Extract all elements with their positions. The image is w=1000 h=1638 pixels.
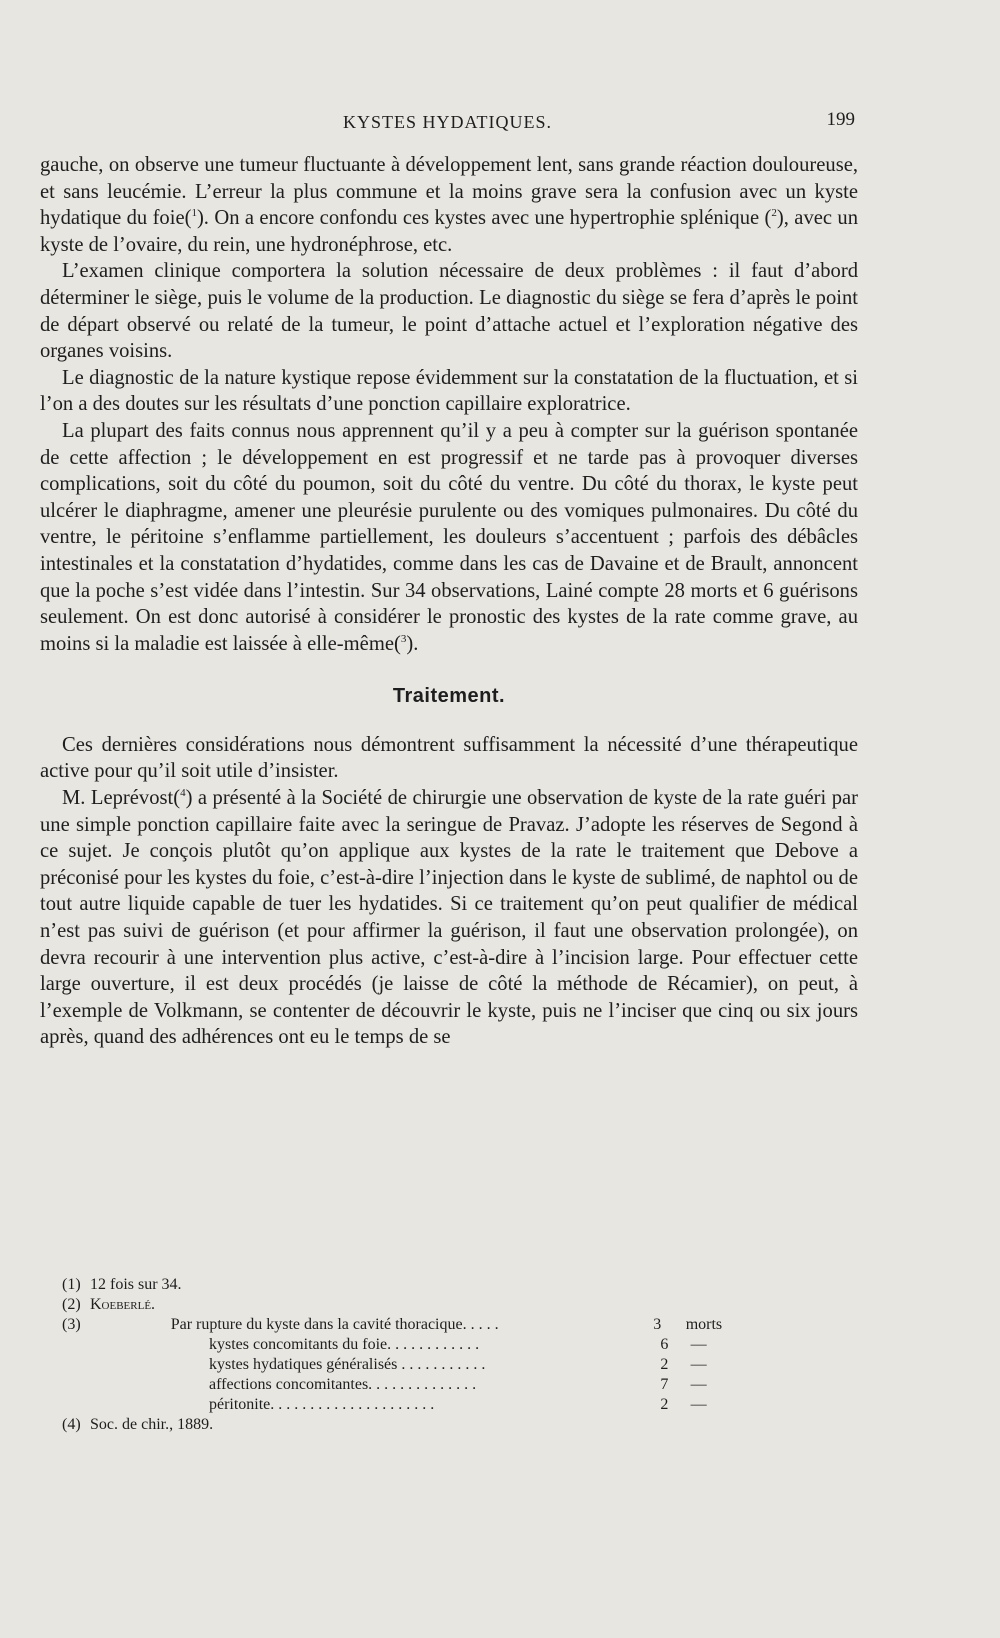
text-run: ) a présenté à la Société de chirurgie une observation de kyste de la rate guéri par une simple ponction capillaire faite avec la seringue de Pravaz. J’adopte les réserves de Segond à ce sujet. Je conçois plutôt qu’on applique aux kystes de la rate le traitement que Debove a préconisé pour les kystes du foie, c’est-à-dire l’injection dans le kyste de sublimé, de naphtol ou de tout autre liquide capable de tuer les hydatides. Si ce traitement qu’on peut qualifier de médical n’est pas suivi de guérison (et pour affirmer la guérison, il faut une observation prolongée), on devra recourir à une intervention plus active, c’est-à-dire à l’incision large. Pour effectuer cette large ouverture, il est deux procédés (je laisse de côté la méthode de Récamier), on peut, à l’exemple de Volkmann, se contenter de découvrir le kyste, puis ne l’inciser que cinq ou six jours après, quand des adhérences ont eu le temps de se xyxy=(40,787,858,1049)
row-unit: — xyxy=(690,1356,707,1373)
row-unit: morts xyxy=(685,1316,723,1333)
footnote-4 xyxy=(62,1415,762,1435)
footnote-mark: (4) xyxy=(62,1416,81,1433)
row-count: 2 xyxy=(660,1356,669,1373)
footnote-mark: (1) xyxy=(62,1276,81,1293)
paragraph xyxy=(40,152,858,258)
row-label: affections concomitantes. . . . . . . . . . . . . . xyxy=(208,1376,477,1393)
footnote-text: Koeberlé. xyxy=(90,1296,156,1313)
footnote-ref: 2 xyxy=(771,207,777,220)
row-count: 3 xyxy=(653,1316,662,1333)
paragraph xyxy=(40,418,858,657)
footnote-1 xyxy=(62,1275,762,1295)
page-header xyxy=(40,109,855,142)
footnote-3-table xyxy=(62,1315,762,1415)
row-unit: — xyxy=(690,1376,707,1393)
paragraph xyxy=(40,785,858,1051)
running-title: KYSTES HYDATIQUES. xyxy=(342,112,552,132)
row-label: péritonite. . . . . . . . . . . . . . . . . . . . . xyxy=(208,1396,435,1413)
footnote-mark: (3) xyxy=(62,1316,81,1333)
footnote-ref: 3 xyxy=(400,632,407,645)
row-label: kystes hydatiques généralisés . . . . . . . . . . . xyxy=(208,1356,486,1373)
footnote-3-row xyxy=(62,1315,762,1335)
footnote-3-row xyxy=(62,1355,762,1375)
paragraphs-before-heading xyxy=(40,152,858,657)
text-run: gauche, on observe une tumeur fluctuante à développement lent, sans grande réaction douloureuse, et sans leucémie. L’erreur la plus commune et la moins grave sera la confusion avec un kyste hydatique du foie( xyxy=(40,154,858,230)
footnote-mark: (2) xyxy=(62,1296,81,1313)
paragraph xyxy=(40,365,858,418)
footnote-3-row xyxy=(62,1335,762,1355)
footnote-ref: 1 xyxy=(191,207,197,220)
footnotes xyxy=(62,1275,762,1435)
footnote-mark xyxy=(62,1395,87,1415)
row-label: Par rupture du kyste dans la cavité thoracique. . . . . xyxy=(170,1316,499,1333)
paragraph xyxy=(40,258,858,364)
text-run: ), avec un kyste de l’ovaire, du rein, une hydronéphrose, etc. xyxy=(40,207,858,256)
text-run: M. Leprévost( xyxy=(62,787,181,810)
text-run: Ces dernières considérations nous démontrent suffisamment la nécessité d’une thérapeutique active pour qu’il soit utile d’insister. xyxy=(40,733,858,783)
text-run: La plupart des faits connus nous apprennent qu’il y a peu à compter sur la guérison spontanée de cette affection ; le développement en est progressif et ne tarde pas à provoquer diverses complications, soit du côté du poumon, soit du côté du ventre. Du côté du thorax, le kyste peut ulcérer le diaphragme, amener une pleurésie purulente ou des vomiques pulmonaires. Du côté du ventre, le péritoine s’enflamme partiellement, les douleurs s’accentuent ; parfois des débâcles intestinales et la constatation d’hydatides, comme dans les cas de Davaine et de Brault, annoncent que la poche s’est vidée dans l’intestin. Sur 34 observations, Lainé compte 28 morts et 6 guérisons seulement. On est donc autorisé à considérer le pronostic des kystes de la rate comme grave, au moins si la maladie est laissée à elle-même( xyxy=(40,419,858,655)
body-text xyxy=(40,152,858,1051)
paragraph xyxy=(40,732,858,785)
row-unit: — xyxy=(690,1336,707,1353)
page-number: 199 xyxy=(826,109,855,130)
section-heading: Traitement. xyxy=(392,685,506,708)
paragraphs-after-heading xyxy=(40,732,858,1051)
footnote-3-row xyxy=(62,1375,762,1395)
footnote-2 xyxy=(62,1295,762,1315)
footnote-ref: 4 xyxy=(180,787,186,800)
text-run: L’examen clinique comportera la solution nécessaire de deux problèmes : il faut d’abord déterminer le siège, puis le volume de la production. Le diagnostic du siège se fera d’après le point de départ observé ou relaté de la tumeur, le point d’attache actuel et l’exploration négative des organes voisins. xyxy=(40,260,858,363)
text-run: ). On a encore confondu ces kystes avec une hypertrophie splénique ( xyxy=(196,207,772,230)
row-count: 7 xyxy=(660,1376,669,1393)
text-run: ). xyxy=(406,632,419,655)
row-label: kystes concomitants du foie. . . . . . . . . . . . xyxy=(208,1336,480,1353)
text-run: Le diagnostic de la nature kystique repose évidemment sur la constatation de la fluctuation, et si l’on a des doutes sur les résultats d’une ponction capillaire exploratrice. xyxy=(40,366,858,416)
footnote-text: Soc. de chir., 1889. xyxy=(90,1416,214,1433)
footnote-mark xyxy=(62,1335,87,1355)
row-count: 2 xyxy=(660,1396,669,1413)
footnote-3-row xyxy=(62,1395,762,1415)
footnote-text: 12 fois sur 34. xyxy=(90,1276,182,1293)
row-unit: — xyxy=(690,1396,707,1413)
footnote-mark xyxy=(62,1355,87,1375)
row-count: 6 xyxy=(660,1336,669,1353)
footnote-mark xyxy=(62,1375,87,1395)
